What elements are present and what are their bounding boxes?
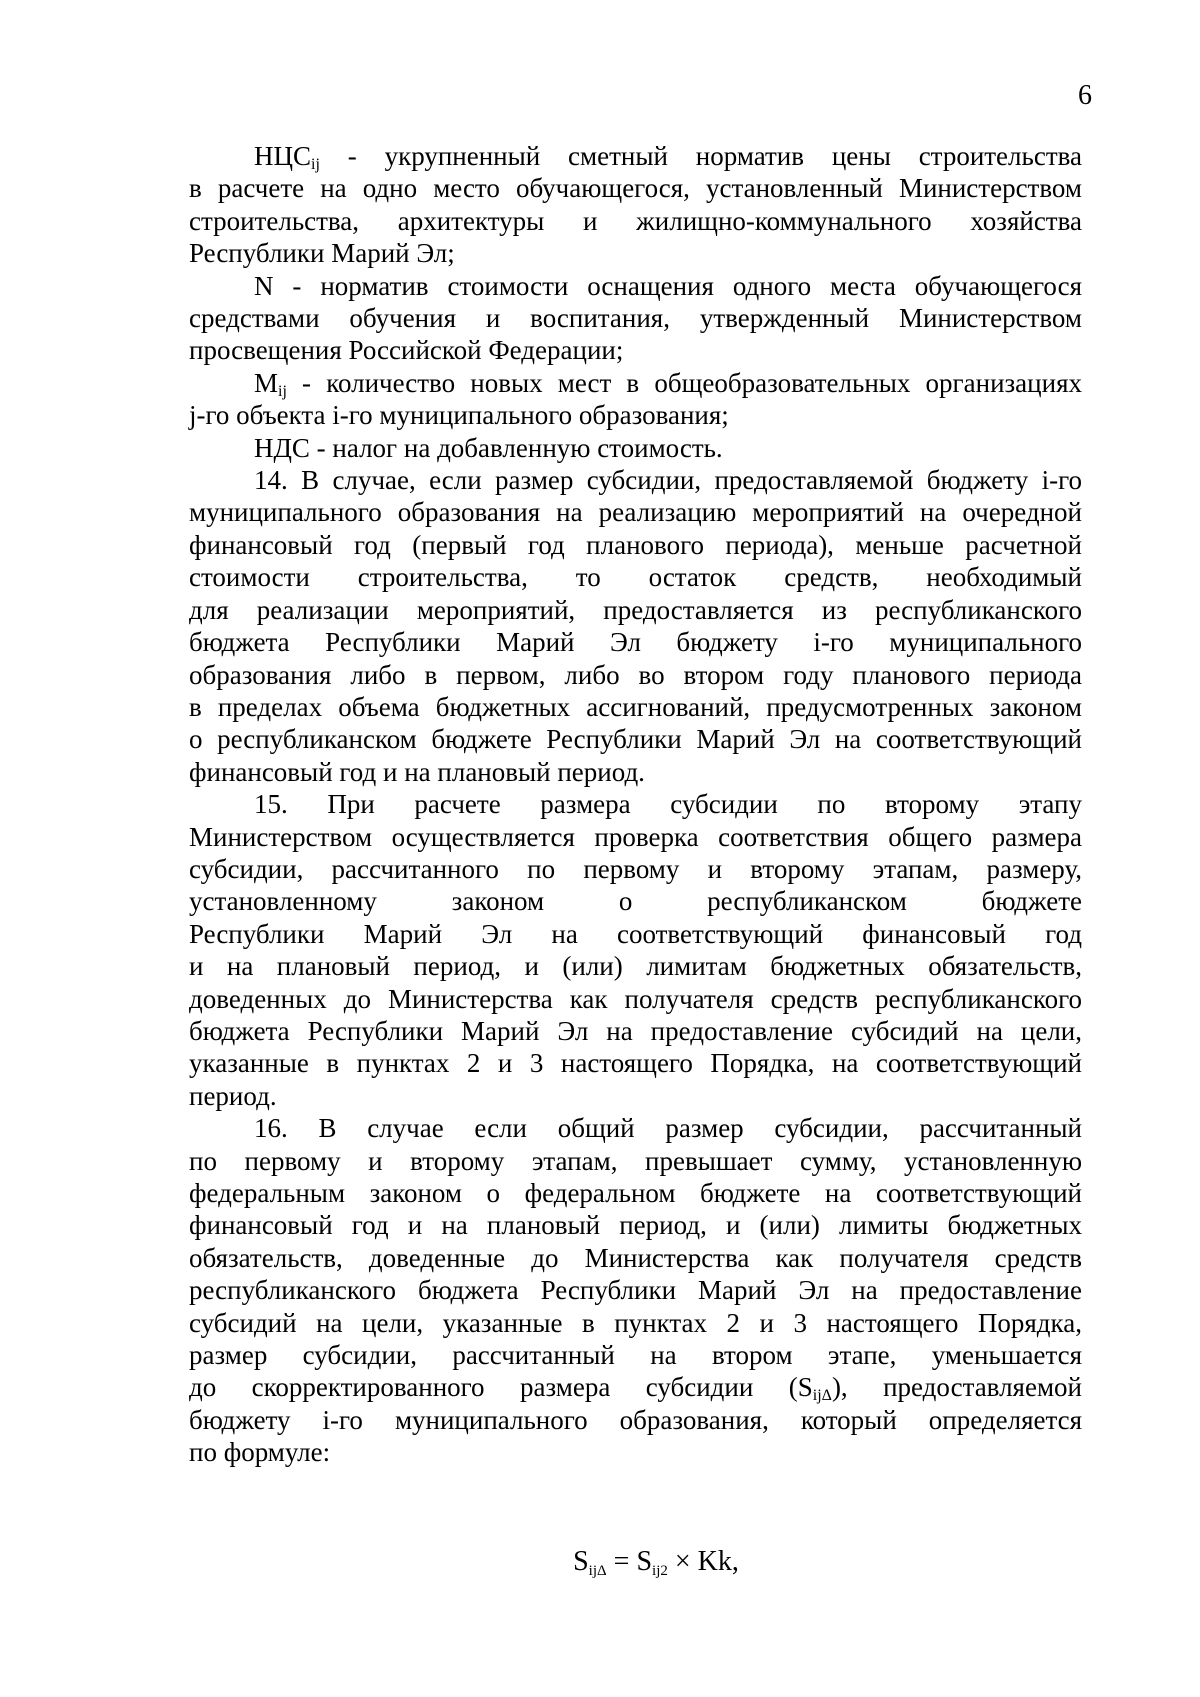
document-body — [189, 140, 1082, 1469]
paragraph-15 — [189, 788, 1082, 1112]
formula-lhs: S — [573, 1546, 589, 1577]
definition-line: средствами обучения и воспитания, утвержденный Министерством — [189, 303, 1082, 334]
text-line: 15. При расчете размера субсидии по второму этапу — [254, 789, 1082, 820]
text-line: размер субсидии, рассчитанный на втором этапе, уменьшается — [189, 1340, 1082, 1371]
formula-end: , — [731, 1546, 739, 1577]
text-line: 14. В случае, если размер субсидии, предоставляемой бюджету i-го — [254, 465, 1082, 496]
formula-multiply: × — [667, 1546, 698, 1577]
definition-line: N - норматив стоимости оснащения одного места обучающегося — [254, 270, 1082, 301]
symbol-subscript: ij — [311, 156, 320, 173]
text-line: бюджета Республики Марий Эл бюджету i-го муниципального — [189, 627, 1082, 658]
text-line: муниципального образования на реализацию мероприятий на очередной — [189, 497, 1082, 528]
text-line: указанные в пунктах 2 и 3 настоящего Порядка, на соответствующий — [189, 1048, 1082, 1079]
symbol-ncs: НЦС — [254, 141, 312, 171]
text-line: образования либо в первом, либо во втором году планового периода — [189, 659, 1082, 690]
text-line: доведенных до Министерства как получателя средств республиканского — [189, 983, 1082, 1014]
text-line: субсидии, рассчитанного по первому и второму этапам, размеру, — [189, 853, 1082, 884]
text-line: финансовый год (первый год планового периода), меньше расчетной — [189, 529, 1082, 560]
formula-factor: Kk — [697, 1546, 732, 1577]
definition-line: строительства, архитектуры и жилищно-коммунального хозяйства — [189, 205, 1082, 236]
text-line: период. — [189, 1080, 277, 1111]
text-line: в пределах объема бюджетных ассигнований, предусмотренных законом — [189, 691, 1082, 722]
text-line: по формуле: — [189, 1437, 331, 1468]
definition-n — [189, 270, 1082, 367]
text-fragment: ), предоставляемой — [831, 1372, 1082, 1403]
text-line: Республики Марий Эл на соответствующий финансовый год — [189, 918, 1082, 949]
definition-line: j-го объекта i-го муниципального образования; — [189, 400, 729, 431]
definition-ncs — [189, 140, 1082, 270]
text-line: по первому и второму этапам, превышает сумму, установленную — [189, 1145, 1082, 1176]
symbol-m: M — [254, 367, 279, 398]
text-line: установленному законом о республиканском бюджете — [189, 886, 1082, 917]
text-line: обязательств, доведенные до Министерства как получателя средств — [189, 1242, 1082, 1273]
definition-nds — [189, 432, 1082, 464]
text-line: республиканского бюджета Республики Марий Эл на предоставление — [189, 1275, 1082, 1306]
text-line: бюджету i-го муниципального образования, который определяется — [189, 1404, 1082, 1435]
text-fragment: до скорректированного размера субсидии ( — [189, 1372, 798, 1403]
text-line: 16. В случае если общий размер субсидии, рассчитанный — [254, 1113, 1082, 1144]
text-line: финансовый год и на плановый период. — [189, 756, 645, 787]
definition-text: - количество новых мест в общеобразовательных организациях — [286, 367, 1082, 398]
text-line: федеральным законом о федеральном бюджете на соответствующий — [189, 1178, 1082, 1208]
formula-equals: = — [606, 1546, 637, 1577]
definition-m — [189, 367, 1082, 432]
definition-line: просвещения Российской Федерации; — [189, 335, 624, 366]
text-line: бюджета Республики Марий Эл на предоставление субсидий на цели, — [189, 1015, 1082, 1046]
text-line: о республиканском бюджете Республики Марий Эл на соответствующий — [189, 724, 1082, 755]
text-line: субсидий на цели, указанные в пунктах 2 и 3 настоящего Порядка, — [189, 1307, 1082, 1338]
symbol-subscript: ijΔ — [812, 1387, 832, 1405]
text-line: Министерством осуществляется проверка соответствия общего размера — [189, 821, 1082, 852]
paragraph-14 — [189, 464, 1082, 788]
definition-line: Республики Марий Эл; — [189, 238, 455, 269]
formula-expression — [573, 1545, 739, 1579]
text-line: финансовый год и на плановый период, и (или) лимиты бюджетных — [189, 1210, 1082, 1241]
definition-line — [189, 367, 1082, 399]
text-line — [189, 1371, 1082, 1403]
text-line: стоимости строительства, то остаток средств, необходимый — [189, 562, 1082, 593]
page-number: 6 — [1078, 80, 1092, 111]
formula-lhs-subscript: ijΔ — [588, 1563, 607, 1579]
paragraph-16 — [189, 1112, 1082, 1468]
definition-line — [189, 140, 1082, 172]
formula-rhs: S — [636, 1546, 653, 1577]
text-line: и на плановый период, и (или) лимитам бюджетных обязательств, — [189, 951, 1082, 982]
formula — [0, 1545, 1200, 1579]
text-line: для реализации мероприятий, предоставляется из республиканского — [189, 594, 1082, 625]
definition-line: в расчете на одно место обучающегося, установленный Министерством — [189, 173, 1082, 204]
formula-rhs-subscript: ij2 — [652, 1563, 668, 1579]
definition-text: - укрупненный сметный норматив цены строительства — [319, 141, 1082, 171]
symbol-s-corrected: S — [797, 1372, 813, 1403]
symbol-subscript: ij — [278, 382, 287, 400]
definition-line: НДС - налог на добавленную стоимость. — [254, 432, 723, 463]
